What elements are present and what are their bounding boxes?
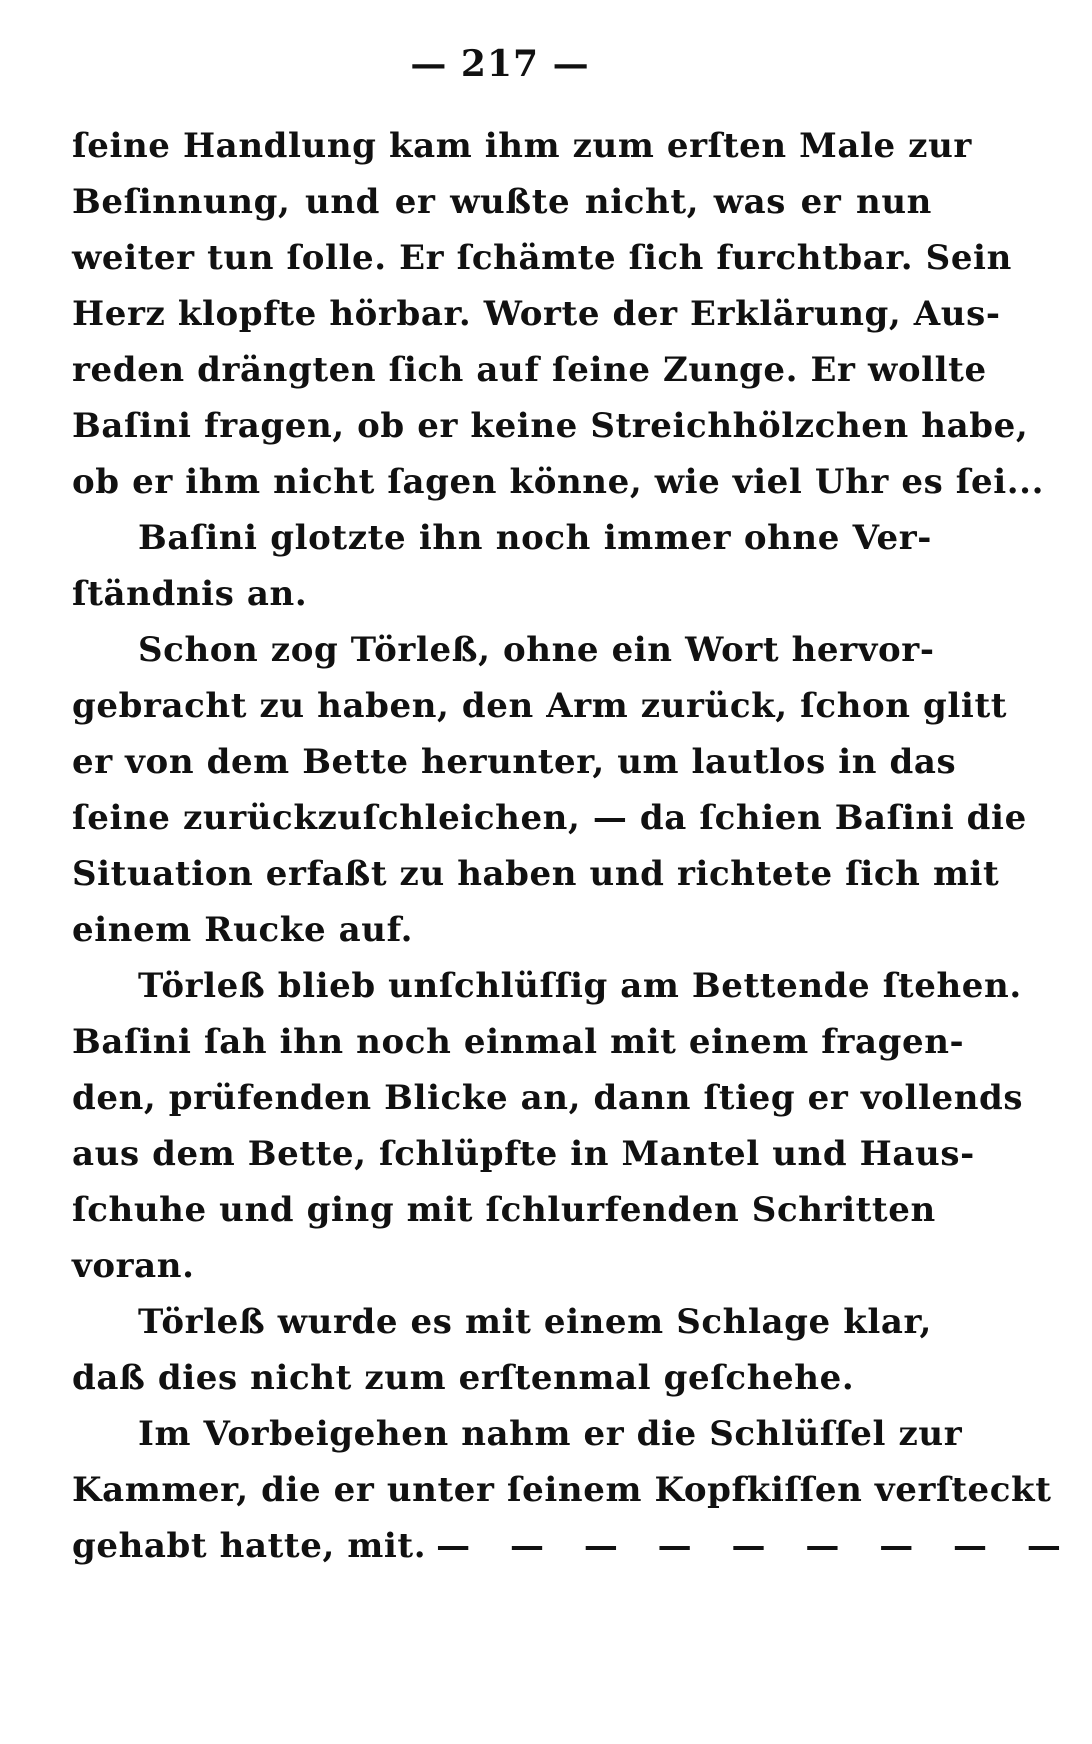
text-line: ſeine zurückzuſchleichen, — da ſchien Baſini die bbox=[72, 798, 1027, 838]
text-line: Schon zog Törleß, ohne ein Wort hervor- bbox=[138, 630, 935, 670]
text-line: Baſini ſah ihn noch einmal mit einem fragen- bbox=[72, 1022, 965, 1062]
paragraph bbox=[72, 510, 932, 622]
text-line: aus dem Bette, ſchlüpfte in Mantel und Haus- bbox=[72, 1134, 975, 1174]
text-line: er von dem Bette herunter, um lautlos in das bbox=[72, 742, 957, 782]
paragraph bbox=[72, 622, 1027, 958]
text-line: Kammer, die er unter ſeinem Kopfkiſſen verſteckt bbox=[72, 1470, 1052, 1510]
text-line: ſchuhe und ging mit ſchlurfenden Schritten bbox=[72, 1190, 936, 1230]
text-line: Im Vorbeigehen nahm er die Schlüſſel zur bbox=[138, 1414, 963, 1454]
text-line: ſtändnis an. bbox=[72, 574, 308, 614]
paragraph bbox=[72, 118, 1045, 510]
text-line: weiter tun ſolle. Er ſchämte ſich furchtbar. Sein bbox=[72, 238, 1012, 278]
dash-rule: — — — — — — — — — bbox=[436, 1526, 1075, 1566]
text-line: voran. bbox=[72, 1246, 195, 1286]
page-number: — 217 — bbox=[410, 43, 590, 85]
text-line: einem Rucke auf. bbox=[72, 910, 414, 950]
text-line: gebracht zu haben, den Arm zurück, ſchon glitt bbox=[72, 686, 1008, 726]
text-line-final bbox=[72, 1518, 1075, 1574]
text-line: ob er ihm nicht ſagen könne, wie viel Uhr es ſei... bbox=[72, 462, 1045, 502]
text-line: den, prüfenden Blicke an, dann ſtieg er vollends bbox=[72, 1078, 1024, 1118]
text-line: daß dies nicht zum erſtenmal geſchehe. bbox=[72, 1358, 855, 1398]
text-line: Situation erfaßt zu haben und richtete ſich mit bbox=[72, 854, 1000, 894]
body-text bbox=[72, 118, 1075, 1574]
text-line: ſeine Handlung kam ihm zum erſten Male zur bbox=[72, 126, 972, 166]
text-line: Beſinnung, und er wußte nicht, was er nun bbox=[72, 182, 932, 222]
final-line-text: gehabt hatte, mit. bbox=[72, 1526, 427, 1566]
text-line: Herz klopfte hörbar. Worte der Erklärung, Aus- bbox=[72, 294, 1001, 334]
text-line: Baſini fragen, ob er keine Streichhölzchen habe, bbox=[72, 406, 1029, 446]
text-line: Baſini glotzte ihn noch immer ohne Ver- bbox=[138, 518, 932, 558]
text-line: Törleß wurde es mit einem Schlage klar, bbox=[138, 1302, 932, 1342]
paragraph bbox=[72, 1406, 1075, 1574]
text-line: Törleß blieb unſchlüſſig am Bettende ſtehen. bbox=[138, 966, 1022, 1006]
paragraph bbox=[72, 958, 1024, 1294]
text-line: reden drängten ſich auf ſeine Zunge. Er wollte bbox=[72, 350, 987, 390]
paragraph bbox=[72, 1294, 932, 1406]
